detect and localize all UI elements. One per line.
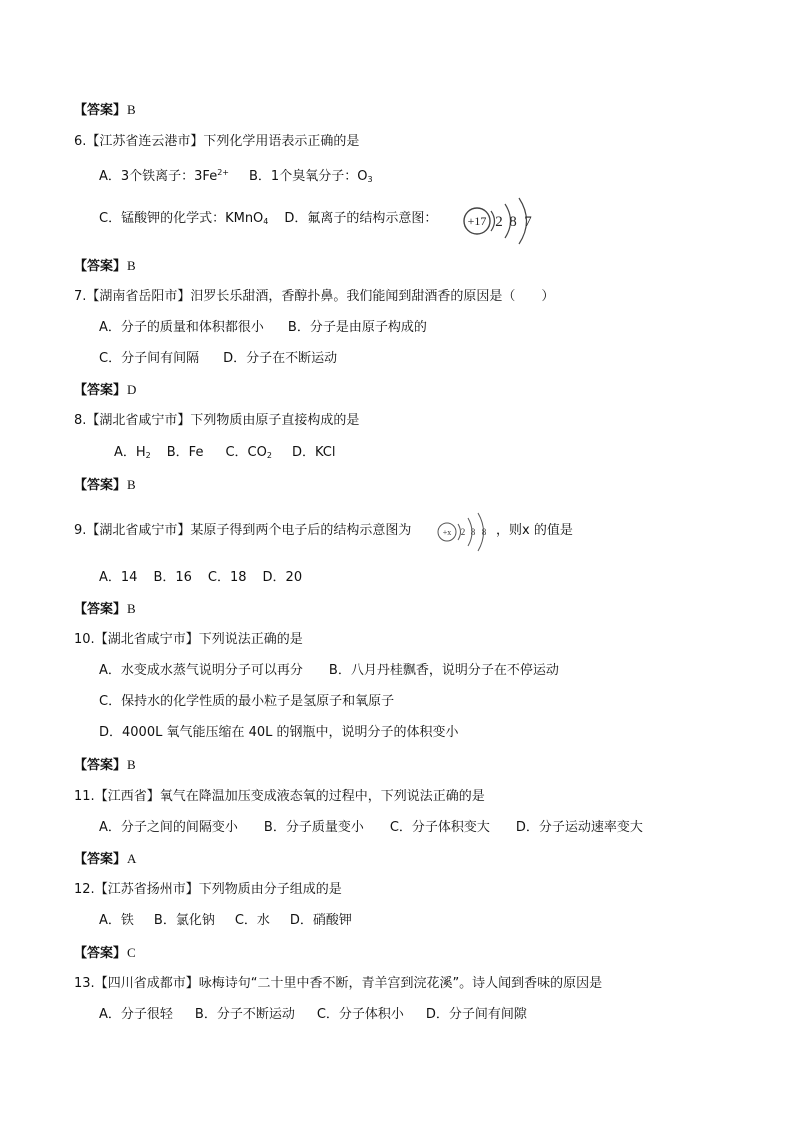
option-d: D．4000L 氧气能压缩在 40L 的钢瓶中，说明分子的体积变小 xyxy=(99,725,459,740)
question-8-options xyxy=(114,444,335,465)
shell-electrons: 8 xyxy=(481,527,487,537)
option-c: C．分子体积小 xyxy=(316,1007,404,1022)
option-d: D．分子运动速率变大 xyxy=(515,820,643,835)
option-b: B．1个臭氧分子：O xyxy=(249,169,368,184)
question-10-option-c xyxy=(99,693,394,711)
question-9-options xyxy=(99,569,302,587)
question-source: 【四川省成都市】 xyxy=(94,976,199,991)
option-c: C．分子体积变大 xyxy=(389,820,490,835)
subscript: 2 xyxy=(145,451,151,460)
question-text: 氧气在降温加压变成液态氧的过程中，下列说法正确的是 xyxy=(159,789,485,804)
question-text: 汨罗长乐甜酒，香醇扑鼻。我们能闻到甜酒香的原因是（ ） xyxy=(190,289,555,304)
question-8 xyxy=(74,412,359,430)
question-source: 【江苏省连云港市】 xyxy=(86,134,204,149)
question-7 xyxy=(74,288,554,306)
answer-label: 【答案】 xyxy=(74,259,127,274)
question-number: 10. xyxy=(74,632,95,647)
option-a: A．分子的质量和体积都很小 xyxy=(99,320,264,335)
answer-5 xyxy=(74,101,136,120)
shell-electrons: 7 xyxy=(524,214,532,230)
answer-label: 【答案】 xyxy=(74,478,127,493)
answer-value: B xyxy=(127,477,136,492)
superscript: 2+ xyxy=(217,168,229,177)
option-c: C．锰酸钾的化学式：KMnO xyxy=(99,211,264,226)
question-6-options-cd xyxy=(99,210,437,231)
question-source: 【江苏省扬州市】 xyxy=(94,882,199,897)
question-10-option-d xyxy=(99,724,459,742)
question-source: 【湖北省咸宁市】 xyxy=(94,632,199,647)
question-7-options-ab xyxy=(99,319,427,337)
shell-arc xyxy=(491,211,495,231)
option-b: B．Fe xyxy=(166,445,204,460)
question-6 xyxy=(74,133,359,151)
answer-value: A xyxy=(127,851,137,866)
option-a: A．H xyxy=(114,445,146,460)
question-number: 6. xyxy=(74,134,87,149)
option-d: D．硝酸钾 xyxy=(289,913,352,928)
subscript: 4 xyxy=(263,217,269,226)
question-source: 【湖南省岳阳市】 xyxy=(86,289,191,304)
question-11-options xyxy=(99,819,643,837)
option-b: B．分子是由原子构成的 xyxy=(287,320,427,335)
question-number: 9. xyxy=(74,523,87,538)
answer-label: 【答案】 xyxy=(74,383,127,398)
option-b: B．八月丹桂飘香，说明分子在不停运动 xyxy=(328,663,559,678)
option-b: B．分子质量变小 xyxy=(263,820,364,835)
option-d: D．分子间有间隙 xyxy=(425,1007,527,1022)
answer-11 xyxy=(74,850,136,869)
answer-value: B xyxy=(127,757,136,772)
answer-value: D xyxy=(127,382,137,397)
question-9 xyxy=(74,522,411,540)
question-13 xyxy=(74,975,602,993)
option-c: C．分子间有间隔 xyxy=(99,351,200,366)
question-number: 8. xyxy=(74,413,87,428)
option-d: D．KCl xyxy=(291,445,336,460)
shell-electrons: 2 xyxy=(460,527,466,537)
question-number: 7. xyxy=(74,289,87,304)
answer-6 xyxy=(74,257,136,276)
answer-8 xyxy=(74,476,136,495)
option-a: A．水变成水蒸气说明分子可以再分 xyxy=(99,663,303,678)
answer-10 xyxy=(74,756,136,775)
option-a: A．3个铁离子：3Fe xyxy=(99,169,218,184)
shell-electrons: 2 xyxy=(495,214,503,230)
option-b: B．16 xyxy=(153,570,192,585)
option-a: A．铁 xyxy=(99,913,134,928)
option-d: D．20 xyxy=(262,570,303,585)
nucleus-charge: +17 xyxy=(467,214,487,228)
nucleus-charge: +x xyxy=(442,528,452,537)
question-number: 11. xyxy=(74,789,95,804)
question-source: 【湖北省咸宁市】 xyxy=(86,523,191,538)
subscript: 3 xyxy=(367,175,373,184)
option-a: A．分子很轻 xyxy=(99,1007,173,1022)
question-text: 某原子得到两个电子后的结构示意图为 xyxy=(190,523,412,538)
answer-9 xyxy=(74,600,136,619)
answer-value: B xyxy=(127,601,136,616)
question-10 xyxy=(74,631,303,649)
answer-label: 【答案】 xyxy=(74,852,127,867)
option-c: C．18 xyxy=(207,570,247,585)
answer-label: 【答案】 xyxy=(74,758,127,773)
question-text: 下列物质由分子组成的是 xyxy=(198,882,342,897)
question-12 xyxy=(74,881,342,899)
question-text: 下列物质由原子直接构成的是 xyxy=(190,413,360,428)
shell-electrons: 8 xyxy=(509,214,517,230)
option-a: A．分子之间的间隔变小 xyxy=(99,820,238,835)
answer-12 xyxy=(74,944,136,963)
ion-structure-diagram xyxy=(434,510,496,558)
question-text: 咏梅诗句“二十里中香不断，青羊宫到浣花溪”。诗人闻到香味的原因是 xyxy=(198,976,603,991)
question-10-options-ab xyxy=(99,662,559,680)
question-source: 【湖北省咸宁市】 xyxy=(86,413,191,428)
option-a: A．14 xyxy=(99,570,138,585)
shell-electrons: 8 xyxy=(470,527,476,537)
option-d: D．氟离子的结构示意图： xyxy=(284,211,438,226)
subscript: 2 xyxy=(266,451,272,460)
answer-value: C xyxy=(127,945,136,960)
option-b: B．分子不断运动 xyxy=(194,1007,295,1022)
answer-label: 【答案】 xyxy=(74,103,127,118)
question-text: 下列化学用语表示正确的是 xyxy=(203,134,360,149)
answer-value: B xyxy=(127,102,136,117)
option-c: C．水 xyxy=(234,913,270,928)
question-number: 13. xyxy=(74,976,95,991)
question-source: 【江西省】 xyxy=(94,789,160,804)
answer-label: 【答案】 xyxy=(74,602,127,617)
option-b: B．氯化钠 xyxy=(153,913,215,928)
question-text: 下列说法正确的是 xyxy=(198,632,303,647)
question-6-options-ab xyxy=(99,164,373,189)
chloride-ion-structure-diagram xyxy=(458,194,542,252)
question-12-options xyxy=(99,912,352,930)
answer-value: B xyxy=(127,258,136,273)
option-d: D．分子在不断运动 xyxy=(223,351,338,366)
question-11 xyxy=(74,788,485,806)
option-c: C．保持水的化学性质的最小粒子是氢原子和氧原子 xyxy=(99,694,395,709)
question-13-options xyxy=(99,1006,527,1024)
answer-label: 【答案】 xyxy=(74,946,127,961)
option-c: C．CO xyxy=(225,445,267,460)
question-9-tail: ，则x 的值是 xyxy=(496,523,573,538)
answer-7 xyxy=(74,381,136,400)
question-7-options-cd xyxy=(99,350,337,368)
question-number: 12. xyxy=(74,882,95,897)
